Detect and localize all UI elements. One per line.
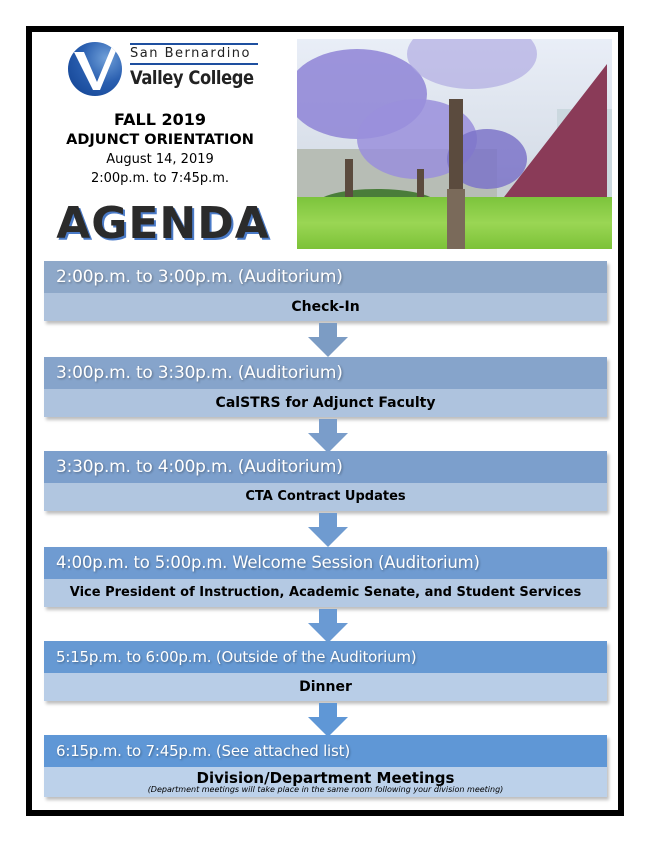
agenda-title: AGENDA (56, 198, 270, 249)
session-note: (Department meetings will take place in the same room following your division meeting) (147, 785, 504, 794)
session-time: 4:00p.m. to 5:00p.m. Welcome Session (Auditorium) (44, 547, 607, 579)
event-time: 2:00p.m. to 7:45p.m. (90, 171, 230, 186)
session-time: 3:00p.m. to 3:30p.m. (Auditorium) (44, 357, 607, 389)
agenda-item (44, 451, 607, 511)
agenda-item (44, 641, 607, 701)
term-heading: FALL 2019 (114, 110, 206, 129)
session-time: 3:30p.m. to 4:00p.m. (Auditorium) (44, 451, 607, 483)
session-title: Vice President of Instruction, Academic Senate, and Student Services (44, 579, 607, 607)
session-body (44, 767, 607, 797)
logo-line1: San Bernardino (130, 46, 252, 61)
session-title: Check-In (44, 293, 607, 321)
session-time: 5:15p.m. to 6:00p.m. (Outside of the Auditorium) (44, 641, 607, 673)
agenda-item (44, 547, 607, 607)
down-arrow-icon (308, 513, 348, 547)
session-title: CTA Contract Updates (44, 483, 607, 511)
session-title: Dinner (44, 673, 607, 701)
down-arrow-icon (308, 419, 348, 453)
session-title: CalSTRS for Adjunct Faculty (44, 389, 607, 417)
down-arrow-icon (308, 703, 348, 737)
agenda-item (44, 735, 607, 797)
logo-line2: Valley College (130, 67, 254, 89)
campus-photo (297, 39, 612, 249)
down-arrow-icon (308, 323, 348, 357)
event-date: August 14, 2019 (106, 152, 214, 167)
logo-v-icon (68, 42, 122, 96)
session-time: 6:15p.m. to 7:45p.m. (See attached list) (44, 735, 607, 767)
session-time: 2:00p.m. to 3:00p.m. (Auditorium) (44, 261, 607, 293)
down-arrow-icon (308, 609, 348, 643)
logo-rule-top (130, 43, 258, 45)
college-logo (68, 40, 258, 98)
agenda-item (44, 357, 607, 417)
session-title: Division/Department Meetings (196, 769, 455, 787)
event-heading: ADJUNCT ORIENTATION (66, 132, 254, 148)
logo-rule-bottom (130, 63, 258, 65)
agenda-item (44, 261, 607, 321)
